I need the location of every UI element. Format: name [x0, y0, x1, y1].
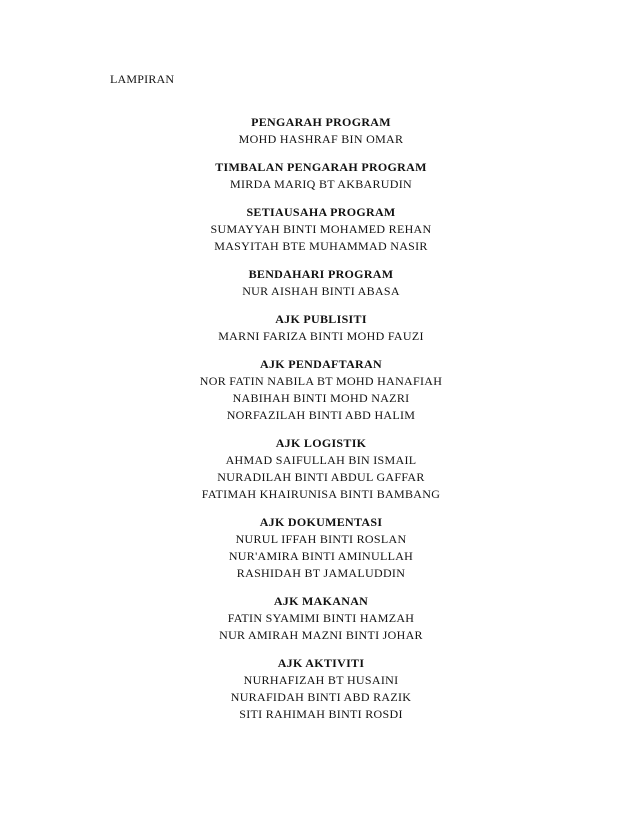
committee-list — [0, 114, 638, 723]
section-aktiviti — [0, 655, 638, 723]
member-name: NABIHAH BINTI MOHD NAZRI — [232, 391, 410, 405]
member-name: MARNI FARIZA BINTI MOHD FAUZI — [218, 329, 424, 343]
member-name: NUR AISHAH BINTI ABASA — [242, 284, 400, 298]
section-title: AJK LOGISTIK — [275, 436, 367, 450]
section-title: AJK PENDAFTARAN — [260, 357, 382, 371]
member-name: NURADILAH BINTI ABDUL GAFFAR — [217, 470, 425, 484]
member-name: NURHAFIZAH BT HUSAINI — [243, 673, 399, 687]
page-label: LAMPIRAN — [110, 72, 175, 86]
member-name: NORFAZILAH BINTI ABD HALIM — [226, 408, 416, 422]
member-name: NURUL IFFAH BINTI ROSLAN — [235, 532, 407, 546]
section-makanan — [0, 593, 638, 644]
member-name: NOR FATIN NABILA BT MOHD HANAFIAH — [199, 374, 443, 388]
member-name: NURAFIDAH BINTI ABD RAZIK — [230, 690, 412, 704]
section-title: SETIAUSAHA PROGRAM — [246, 205, 396, 219]
member-name: MIRDA MARIQ BT AKBARUDIN — [230, 177, 412, 191]
member-name: SITI RAHIMAH BINTI ROSDI — [239, 707, 403, 721]
member-name: SUMAYYAH BINTI MOHAMED REHAN — [210, 222, 432, 236]
section-logistik — [0, 435, 638, 503]
member-name: MOHD HASHRAF BIN OMAR — [238, 132, 404, 146]
section-pendaftaran — [0, 356, 638, 424]
member-name: AHMAD SAIFULLAH BIN ISMAIL — [225, 453, 417, 467]
member-name: FATIMAH KHAIRUNISA BINTI BAMBANG — [201, 487, 441, 501]
section-dokumentasi — [0, 514, 638, 582]
section-title: BENDAHARI PROGRAM — [248, 267, 394, 281]
section-title: AJK MAKANAN — [273, 594, 369, 608]
section-timbalan-pengarah — [0, 159, 638, 193]
section-pengarah-program — [0, 114, 638, 148]
member-name: MASYITAH BTE MUHAMMAD NASIR — [214, 239, 428, 253]
section-title: AJK DOKUMENTASI — [259, 515, 383, 529]
section-bendahari — [0, 266, 638, 300]
section-title: AJK AKTIVITI — [277, 656, 365, 670]
section-setiausaha — [0, 204, 638, 255]
section-title: TIMBALAN PENGARAH PROGRAM — [215, 160, 427, 174]
section-title: PENGARAH PROGRAM — [251, 115, 391, 129]
member-name: FATIN SYAMIMI BINTI HAMZAH — [227, 611, 415, 625]
section-title: AJK PUBLISITI — [275, 312, 367, 326]
member-name: NUR AMIRAH MAZNI BINTI JOHAR — [219, 628, 423, 642]
member-name: RASHIDAH BT JAMALUDDIN — [236, 566, 406, 580]
member-name: NUR'AMIRA BINTI AMINULLAH — [228, 549, 414, 563]
section-publisiti — [0, 311, 638, 345]
